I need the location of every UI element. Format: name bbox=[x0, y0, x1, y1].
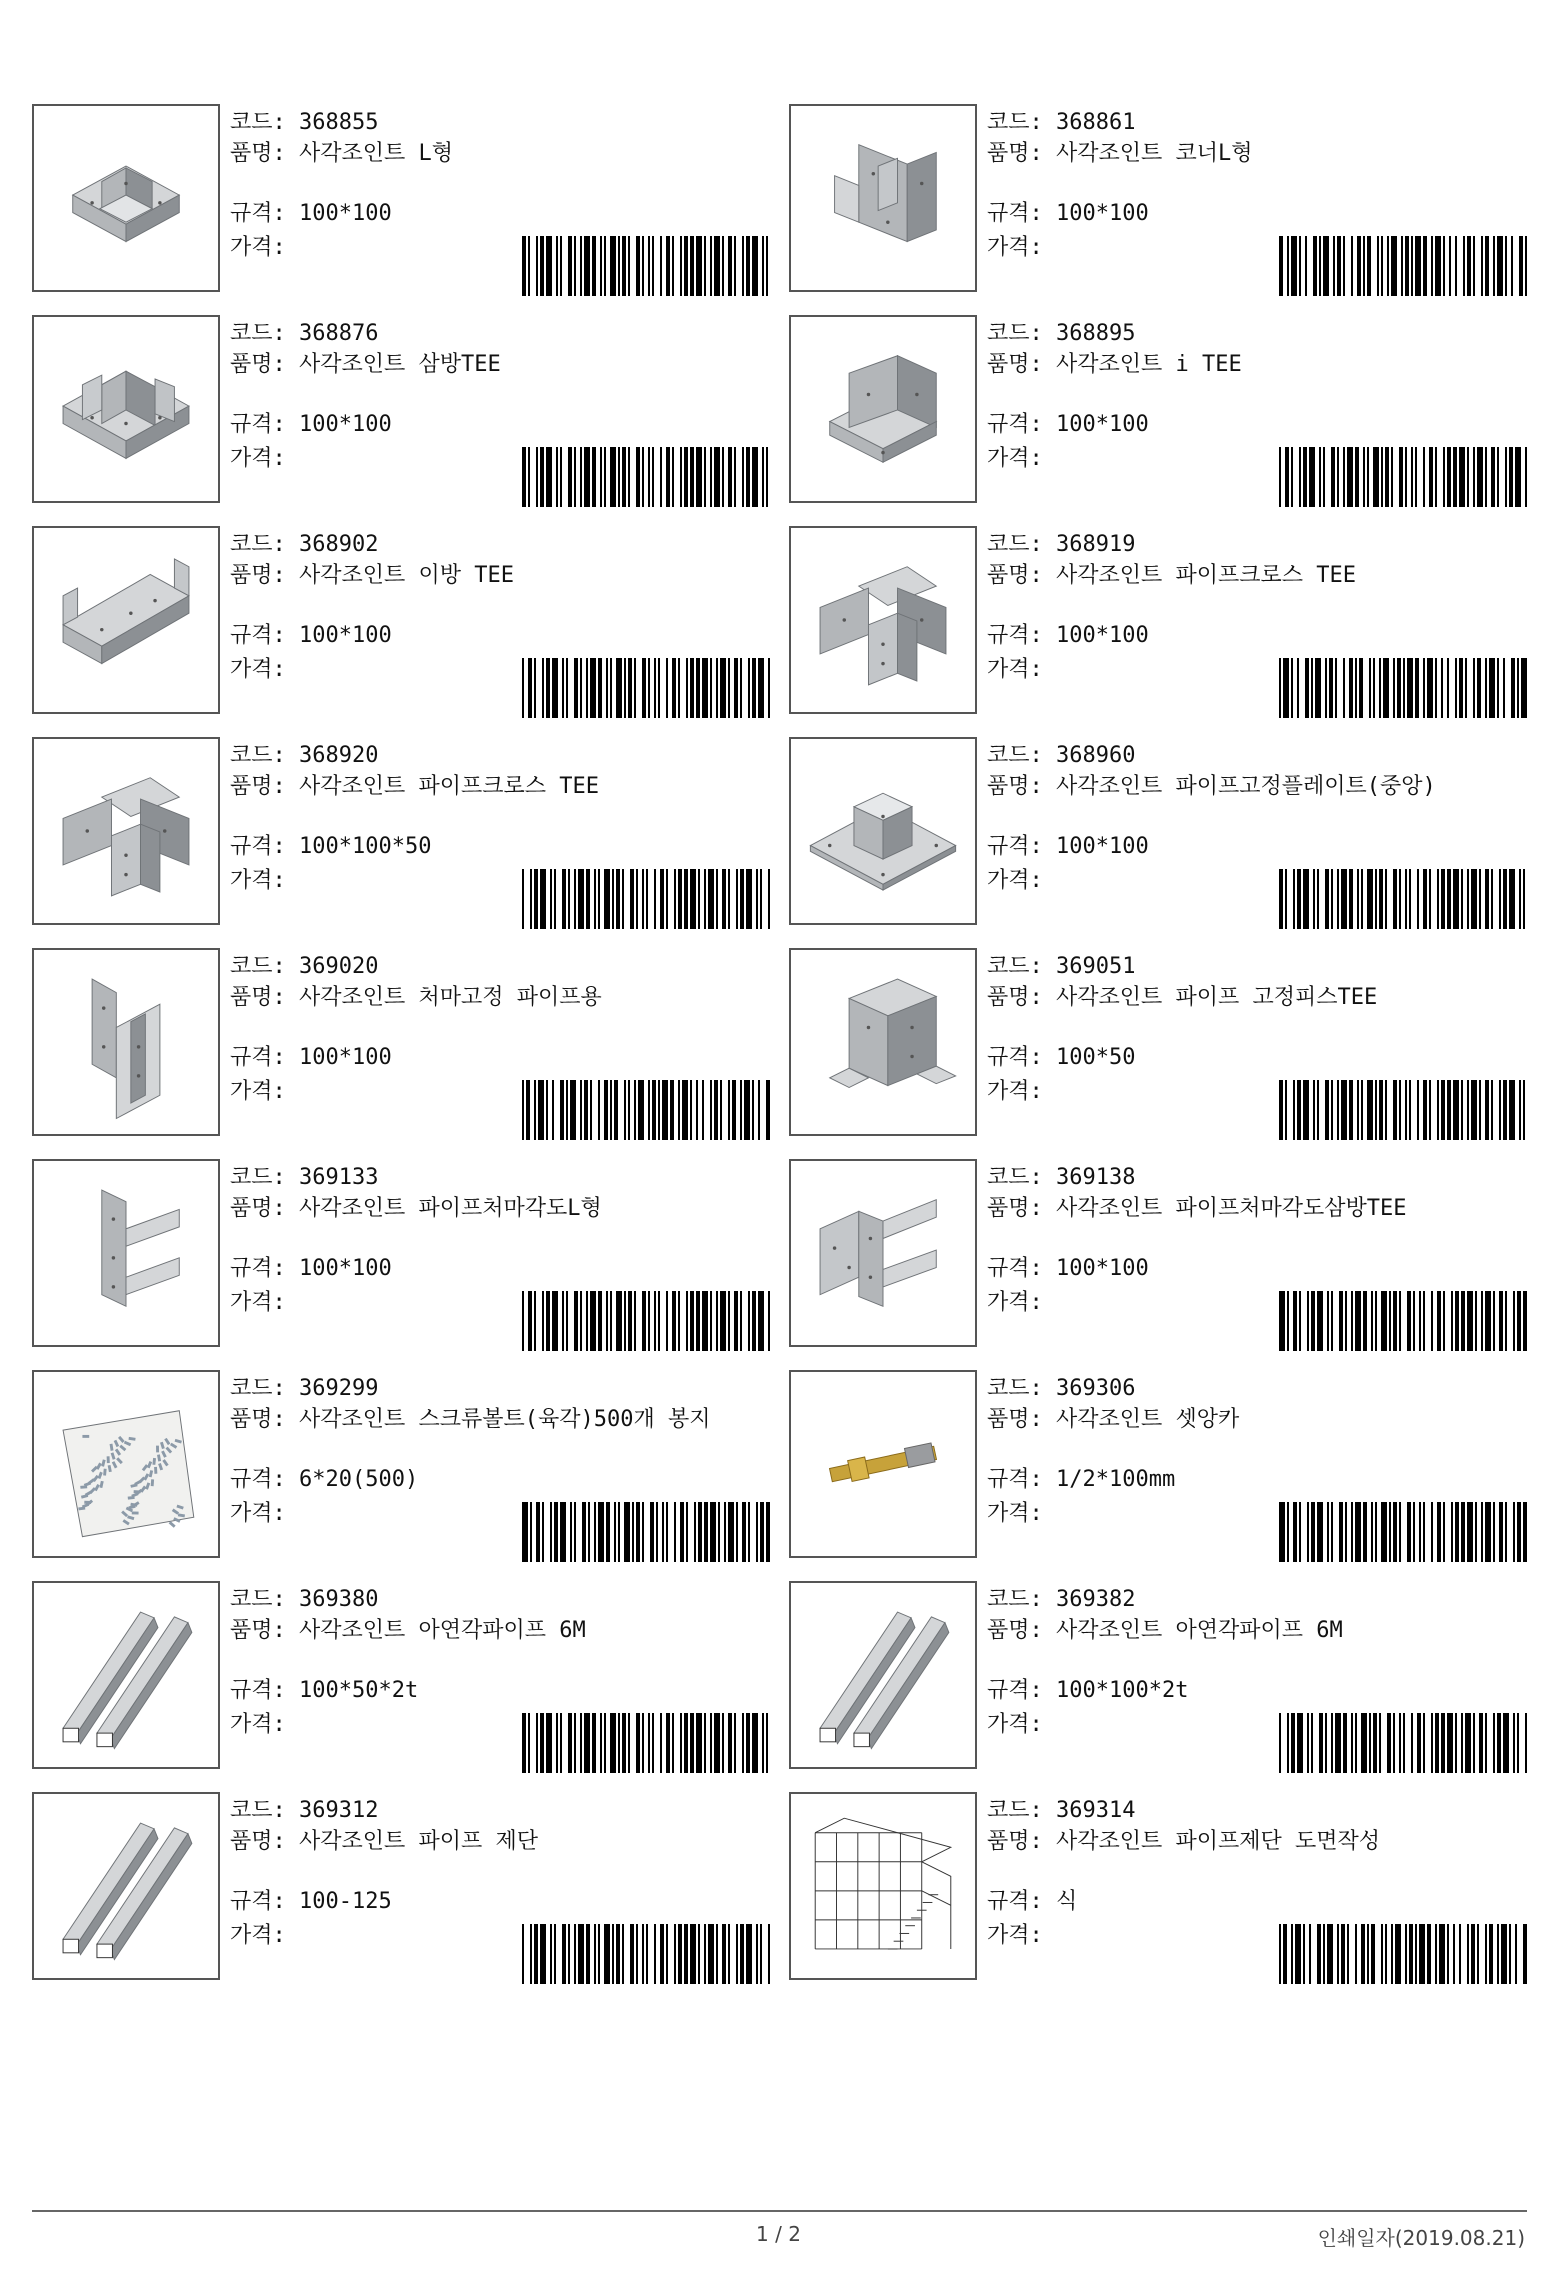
product-name-row bbox=[987, 774, 1527, 800]
product-image bbox=[32, 104, 220, 292]
barcode bbox=[1279, 1080, 1527, 1140]
product-name-label: 품명: bbox=[230, 1829, 286, 1854]
product-spec-label: 규격: bbox=[230, 834, 286, 859]
product-spec-label: 규격: bbox=[987, 1678, 1043, 1703]
product-name-value: 사각조인트 삼방TEE bbox=[299, 352, 501, 377]
product-image bbox=[32, 315, 220, 503]
product-name-label: 품명: bbox=[987, 774, 1043, 799]
structure-drawing-icon bbox=[791, 1794, 975, 1978]
product-spec-value: 100*100 bbox=[299, 201, 392, 226]
product-spec-value: 100*100 bbox=[1056, 834, 1149, 859]
product-name-value: 사각조인트 코너L형 bbox=[1056, 141, 1253, 166]
product-name-label: 품명: bbox=[987, 141, 1043, 166]
product-code-value: 369138 bbox=[1056, 1165, 1136, 1190]
product-info bbox=[230, 954, 775, 1138]
product-name-label: 품명: bbox=[987, 1196, 1043, 1221]
product-price-row bbox=[230, 1712, 286, 1738]
product-name-row bbox=[987, 563, 1527, 589]
product-code-row bbox=[230, 1165, 378, 1191]
product-spec-value: 1/2*100mm bbox=[1056, 1467, 1176, 1492]
product-code-label: 코드: bbox=[230, 743, 286, 768]
product-spec-row bbox=[230, 623, 392, 649]
product-price-row bbox=[987, 1923, 1043, 1949]
barcode bbox=[522, 1502, 770, 1562]
product-code-row bbox=[230, 954, 378, 980]
product-code-row bbox=[230, 321, 378, 347]
product-name-row bbox=[230, 1829, 770, 1855]
product-spec-value: 100*100 bbox=[299, 623, 392, 648]
product-code-value: 369051 bbox=[1056, 954, 1136, 979]
product-code-row bbox=[987, 110, 1135, 136]
product-spec-row bbox=[230, 1045, 392, 1071]
product-card bbox=[789, 104, 1529, 296]
barcode bbox=[1279, 1713, 1527, 1773]
product-name-row bbox=[230, 774, 770, 800]
product-code-label: 코드: bbox=[987, 321, 1043, 346]
footer-divider bbox=[32, 2210, 1527, 2212]
product-code-value: 368895 bbox=[1056, 321, 1136, 346]
product-code-label: 코드: bbox=[230, 954, 286, 979]
product-name-label: 품명: bbox=[230, 774, 286, 799]
product-spec-row bbox=[230, 1889, 392, 1915]
product-info bbox=[987, 1165, 1532, 1349]
product-card bbox=[32, 104, 772, 296]
product-name-row bbox=[230, 141, 770, 167]
product-price-label: 가격: bbox=[230, 1290, 286, 1315]
product-code-row bbox=[987, 321, 1135, 347]
product-catalog-grid bbox=[32, 104, 1532, 1984]
product-card bbox=[789, 315, 1529, 507]
product-card bbox=[32, 737, 772, 929]
product-spec-value: 100*100 bbox=[299, 1045, 392, 1070]
product-image bbox=[32, 737, 220, 925]
product-spec-label: 규격: bbox=[987, 623, 1043, 648]
product-name-value: 사각조인트 셋앙카 bbox=[1056, 1407, 1240, 1432]
product-code-label: 코드: bbox=[987, 110, 1043, 135]
product-info bbox=[987, 1798, 1532, 1982]
product-info bbox=[987, 1376, 1532, 1560]
product-price-label: 가격: bbox=[230, 868, 286, 893]
product-name-label: 품명: bbox=[987, 985, 1043, 1010]
barcode bbox=[522, 1291, 770, 1351]
product-code-label: 코드: bbox=[230, 321, 286, 346]
barcode bbox=[1279, 869, 1527, 929]
product-name-value: 사각조인트 아연각파이프 6M bbox=[1056, 1618, 1343, 1643]
product-image bbox=[789, 737, 977, 925]
product-code-row bbox=[230, 1587, 378, 1613]
product-code-value: 368876 bbox=[299, 321, 379, 346]
cross-tee-icon bbox=[791, 528, 975, 712]
product-spec-value: 6*20(500) bbox=[299, 1467, 419, 1492]
square-pipe-icon bbox=[34, 1794, 218, 1978]
product-name-value: 사각조인트 아연각파이프 6M bbox=[299, 1618, 586, 1643]
two-way-tee-icon bbox=[34, 528, 218, 712]
product-image bbox=[32, 1159, 220, 1347]
product-price-label: 가격: bbox=[230, 657, 286, 682]
product-name-row bbox=[230, 1618, 770, 1644]
product-code-value: 369382 bbox=[1056, 1587, 1136, 1612]
product-name-value: 사각조인트 i TEE bbox=[1056, 352, 1242, 377]
product-info bbox=[230, 110, 775, 294]
product-info bbox=[987, 532, 1532, 716]
product-price-row bbox=[230, 1501, 286, 1527]
product-code-row bbox=[987, 954, 1135, 980]
product-price-label: 가격: bbox=[987, 1712, 1043, 1737]
angle-l-bracket-icon bbox=[34, 1161, 218, 1345]
product-image bbox=[789, 1581, 977, 1769]
product-image bbox=[32, 526, 220, 714]
product-price-row bbox=[230, 446, 286, 472]
product-code-row bbox=[987, 1376, 1135, 1402]
product-image bbox=[789, 1370, 977, 1558]
product-price-row bbox=[987, 868, 1043, 894]
product-name-value: 사각조인트 파이프제단 도면작성 bbox=[1056, 1829, 1381, 1854]
product-name-label: 품명: bbox=[987, 1407, 1043, 1432]
product-name-row bbox=[987, 1196, 1527, 1222]
product-spec-value: 100*100*2t bbox=[1056, 1678, 1189, 1703]
product-price-label: 가격: bbox=[987, 868, 1043, 893]
product-info bbox=[230, 321, 775, 505]
product-spec-row bbox=[987, 1256, 1149, 1282]
product-name-label: 품명: bbox=[987, 1829, 1043, 1854]
product-spec-row bbox=[987, 1678, 1188, 1704]
product-name-row bbox=[987, 141, 1527, 167]
barcode bbox=[522, 236, 770, 296]
product-code-value: 368919 bbox=[1056, 532, 1136, 557]
product-name-value: 사각조인트 파이프크로스 TEE bbox=[1056, 563, 1356, 588]
product-spec-row bbox=[230, 1467, 418, 1493]
product-code-label: 코드: bbox=[230, 1376, 286, 1401]
product-code-value: 369133 bbox=[299, 1165, 379, 1190]
product-spec-row bbox=[987, 623, 1149, 649]
product-spec-label: 규격: bbox=[230, 1256, 286, 1281]
product-name-label: 품명: bbox=[987, 352, 1043, 377]
product-info bbox=[230, 1376, 775, 1560]
product-spec-value: 100-125 bbox=[299, 1889, 392, 1914]
product-code-value: 369299 bbox=[299, 1376, 379, 1401]
barcode bbox=[1279, 1502, 1527, 1562]
product-spec-label: 규격: bbox=[230, 201, 286, 226]
barcode bbox=[1279, 236, 1527, 296]
barcode bbox=[522, 1713, 770, 1773]
product-info bbox=[230, 743, 775, 927]
product-price-row bbox=[230, 1923, 286, 1949]
anchor-bolt-icon bbox=[791, 1372, 975, 1556]
product-price-row bbox=[230, 1290, 286, 1316]
product-info bbox=[230, 1587, 775, 1771]
product-spec-label: 규격: bbox=[230, 1467, 286, 1492]
product-code-row bbox=[987, 532, 1135, 558]
product-spec-row bbox=[230, 1678, 418, 1704]
barcode bbox=[1279, 447, 1527, 507]
product-code-value: 369020 bbox=[299, 954, 379, 979]
product-info bbox=[987, 321, 1532, 505]
product-card bbox=[32, 315, 772, 507]
product-code-label: 코드: bbox=[230, 532, 286, 557]
barcode bbox=[1279, 658, 1527, 718]
barcode bbox=[522, 447, 770, 507]
product-price-row bbox=[987, 446, 1043, 472]
product-name-label: 품명: bbox=[230, 563, 286, 588]
i-tee-icon bbox=[791, 317, 975, 501]
product-name-value: 사각조인트 처마고정 파이프용 bbox=[299, 985, 602, 1010]
product-price-row bbox=[987, 235, 1043, 261]
product-code-value: 368902 bbox=[299, 532, 379, 557]
product-spec-value: 100*100 bbox=[299, 1256, 392, 1281]
product-code-label: 코드: bbox=[987, 743, 1043, 768]
product-spec-value: 100*100 bbox=[1056, 412, 1149, 437]
product-price-label: 가격: bbox=[987, 1923, 1043, 1948]
product-code-label: 코드: bbox=[230, 110, 286, 135]
product-info bbox=[987, 110, 1532, 294]
product-name-value: 사각조인트 파이프 고정피스TEE bbox=[1056, 985, 1378, 1010]
product-spec-label: 규격: bbox=[987, 1256, 1043, 1281]
product-price-row bbox=[230, 868, 286, 894]
product-code-value: 369312 bbox=[299, 1798, 379, 1823]
page-number: 1 / 2 bbox=[756, 2222, 801, 2246]
product-spec-label: 규격: bbox=[230, 623, 286, 648]
product-card bbox=[789, 1792, 1529, 1984]
product-price-row bbox=[987, 1079, 1043, 1105]
product-code-label: 코드: bbox=[987, 1376, 1043, 1401]
product-name-label: 품명: bbox=[230, 141, 286, 166]
product-name-row bbox=[230, 563, 770, 589]
product-name-value: 사각조인트 파이프크로스 TEE bbox=[299, 774, 599, 799]
product-image bbox=[32, 1370, 220, 1558]
product-name-row bbox=[230, 1196, 770, 1222]
product-info bbox=[230, 1798, 775, 1982]
product-price-label: 가격: bbox=[987, 1079, 1043, 1104]
product-card bbox=[32, 1159, 772, 1351]
product-name-value: 사각조인트 스크류볼트(육각)500개 봉지 bbox=[299, 1407, 711, 1432]
square-pipe-icon bbox=[791, 1583, 975, 1767]
product-card bbox=[789, 737, 1529, 929]
square-pipe-icon bbox=[34, 1583, 218, 1767]
product-name-value: 사각조인트 이방 TEE bbox=[299, 563, 514, 588]
product-card bbox=[32, 1370, 772, 1562]
product-spec-label: 규격: bbox=[230, 1045, 286, 1070]
product-image bbox=[789, 1159, 977, 1347]
product-spec-row bbox=[230, 201, 392, 227]
product-spec-value: 100*100 bbox=[299, 412, 392, 437]
product-code-row bbox=[987, 1165, 1135, 1191]
product-code-value: 368861 bbox=[1056, 110, 1136, 135]
product-code-label: 코드: bbox=[987, 954, 1043, 979]
product-image bbox=[32, 948, 220, 1136]
product-price-row bbox=[987, 1501, 1043, 1527]
product-spec-value: 100*100 bbox=[1056, 1256, 1149, 1281]
product-code-label: 코드: bbox=[987, 1587, 1043, 1612]
product-code-value: 369314 bbox=[1056, 1798, 1136, 1823]
product-spec-label: 규격: bbox=[230, 412, 286, 437]
product-name-label: 품명: bbox=[230, 985, 286, 1010]
product-price-label: 가격: bbox=[987, 235, 1043, 260]
product-name-value: 사각조인트 파이프처마각도삼방TEE bbox=[1056, 1196, 1407, 1221]
product-spec-row bbox=[987, 412, 1149, 438]
product-spec-label: 규격: bbox=[987, 201, 1043, 226]
product-name-value: 사각조인트 L형 bbox=[299, 141, 454, 166]
three-way-tee-icon bbox=[34, 317, 218, 501]
product-card bbox=[32, 948, 772, 1140]
product-price-label: 가격: bbox=[230, 1712, 286, 1737]
product-price-label: 가격: bbox=[987, 1501, 1043, 1526]
product-image bbox=[32, 1792, 220, 1980]
product-price-label: 가격: bbox=[230, 1079, 286, 1104]
product-code-label: 코드: bbox=[230, 1165, 286, 1190]
product-price-row bbox=[230, 235, 286, 261]
corner-l-joint-icon bbox=[791, 106, 975, 290]
product-code-value: 369380 bbox=[299, 1587, 379, 1612]
product-spec-value: 100*100*50 bbox=[299, 834, 432, 859]
barcode bbox=[522, 1080, 770, 1140]
product-price-row bbox=[987, 1712, 1043, 1738]
product-price-label: 가격: bbox=[230, 235, 286, 260]
product-name-value: 사각조인트 파이프고정플레이트(중앙) bbox=[1056, 774, 1436, 799]
product-card bbox=[789, 948, 1529, 1140]
product-code-row bbox=[987, 1587, 1135, 1613]
fixing-piece-icon bbox=[791, 950, 975, 1134]
barcode bbox=[522, 658, 770, 718]
product-spec-value: 식 bbox=[1056, 1889, 1078, 1914]
product-card bbox=[32, 1792, 772, 1984]
product-code-row bbox=[230, 110, 378, 136]
barcode bbox=[1279, 1924, 1527, 1984]
eave-bracket-icon bbox=[34, 950, 218, 1134]
product-name-row bbox=[987, 985, 1527, 1011]
product-spec-row bbox=[987, 1889, 1077, 1915]
product-name-label: 품명: bbox=[230, 1196, 286, 1221]
product-image bbox=[789, 526, 977, 714]
product-spec-label: 규격: bbox=[230, 1678, 286, 1703]
product-card bbox=[32, 526, 772, 718]
product-spec-label: 규격: bbox=[987, 1045, 1043, 1070]
product-price-label: 가격: bbox=[230, 1501, 286, 1526]
product-code-value: 368920 bbox=[299, 743, 379, 768]
product-spec-label: 규격: bbox=[987, 412, 1043, 437]
cross-tee-icon bbox=[34, 739, 218, 923]
product-spec-row bbox=[230, 412, 392, 438]
product-price-row bbox=[987, 657, 1043, 683]
product-card bbox=[789, 1159, 1529, 1351]
product-spec-value: 100*100 bbox=[1056, 623, 1149, 648]
product-spec-value: 100*50 bbox=[1056, 1045, 1136, 1070]
product-code-label: 코드: bbox=[230, 1798, 286, 1823]
product-code-label: 코드: bbox=[987, 532, 1043, 557]
product-info bbox=[987, 954, 1532, 1138]
product-name-row bbox=[230, 1407, 770, 1433]
product-price-label: 가격: bbox=[987, 657, 1043, 682]
product-name-label: 품명: bbox=[230, 352, 286, 377]
product-name-label: 품명: bbox=[987, 1618, 1043, 1643]
product-code-row bbox=[230, 532, 378, 558]
product-card bbox=[789, 1581, 1529, 1773]
product-price-row bbox=[230, 1079, 286, 1105]
product-name-label: 품명: bbox=[230, 1618, 286, 1643]
product-image bbox=[789, 315, 977, 503]
barcode bbox=[1279, 1291, 1527, 1351]
product-name-value: 사각조인트 파이프처마각도L형 bbox=[299, 1196, 602, 1221]
product-name-row bbox=[230, 985, 770, 1011]
product-name-label: 품명: bbox=[230, 1407, 286, 1432]
product-code-value: 368855 bbox=[299, 110, 379, 135]
product-price-label: 가격: bbox=[987, 446, 1043, 471]
product-spec-value: 100*50*2t bbox=[299, 1678, 419, 1703]
product-card bbox=[789, 1370, 1529, 1562]
product-info bbox=[230, 532, 775, 716]
product-code-row bbox=[230, 1376, 378, 1402]
product-spec-row bbox=[987, 1045, 1135, 1071]
product-spec-label: 규격: bbox=[230, 1889, 286, 1914]
product-code-label: 코드: bbox=[230, 1587, 286, 1612]
product-card bbox=[789, 526, 1529, 718]
screw-bag-icon bbox=[34, 1372, 218, 1556]
product-spec-row bbox=[987, 201, 1149, 227]
product-name-row bbox=[230, 352, 770, 378]
product-spec-row bbox=[987, 1467, 1175, 1493]
product-card bbox=[32, 1581, 772, 1773]
product-image bbox=[789, 1792, 977, 1980]
product-spec-label: 규격: bbox=[987, 1467, 1043, 1492]
product-code-row bbox=[987, 743, 1135, 769]
product-spec-row bbox=[230, 1256, 392, 1282]
product-price-label: 가격: bbox=[230, 1923, 286, 1948]
product-spec-row bbox=[230, 834, 431, 860]
product-name-label: 품명: bbox=[987, 563, 1043, 588]
product-code-value: 369306 bbox=[1056, 1376, 1136, 1401]
product-code-row bbox=[230, 743, 378, 769]
product-spec-label: 규격: bbox=[987, 834, 1043, 859]
base-plate-icon bbox=[791, 739, 975, 923]
print-date: 인쇄일자(2019.08.21) bbox=[1317, 2226, 1525, 2250]
product-code-row bbox=[230, 1798, 378, 1824]
barcode bbox=[522, 1924, 770, 1984]
product-price-row bbox=[230, 657, 286, 683]
product-name-row bbox=[987, 1618, 1527, 1644]
product-spec-label: 규격: bbox=[987, 1889, 1043, 1914]
product-spec-row bbox=[987, 834, 1149, 860]
product-price-row bbox=[987, 1290, 1043, 1316]
product-name-row bbox=[987, 1407, 1527, 1433]
product-image bbox=[32, 1581, 220, 1769]
product-info bbox=[987, 1587, 1532, 1771]
product-image bbox=[789, 948, 977, 1136]
product-code-label: 코드: bbox=[987, 1798, 1043, 1823]
product-code-row bbox=[987, 1798, 1135, 1824]
product-image bbox=[789, 104, 977, 292]
product-spec-value: 100*100 bbox=[1056, 201, 1149, 226]
product-price-label: 가격: bbox=[230, 446, 286, 471]
product-price-label: 가격: bbox=[987, 1290, 1043, 1315]
product-name-row bbox=[987, 352, 1527, 378]
barcode bbox=[522, 869, 770, 929]
product-name-row bbox=[987, 1829, 1527, 1855]
product-info bbox=[230, 1165, 775, 1349]
l-joint-icon bbox=[34, 106, 218, 290]
product-code-label: 코드: bbox=[987, 1165, 1043, 1190]
product-name-value: 사각조인트 파이프 제단 bbox=[299, 1829, 539, 1854]
product-info bbox=[987, 743, 1532, 927]
product-code-value: 368960 bbox=[1056, 743, 1136, 768]
angle-tee-bracket-icon bbox=[791, 1161, 975, 1345]
